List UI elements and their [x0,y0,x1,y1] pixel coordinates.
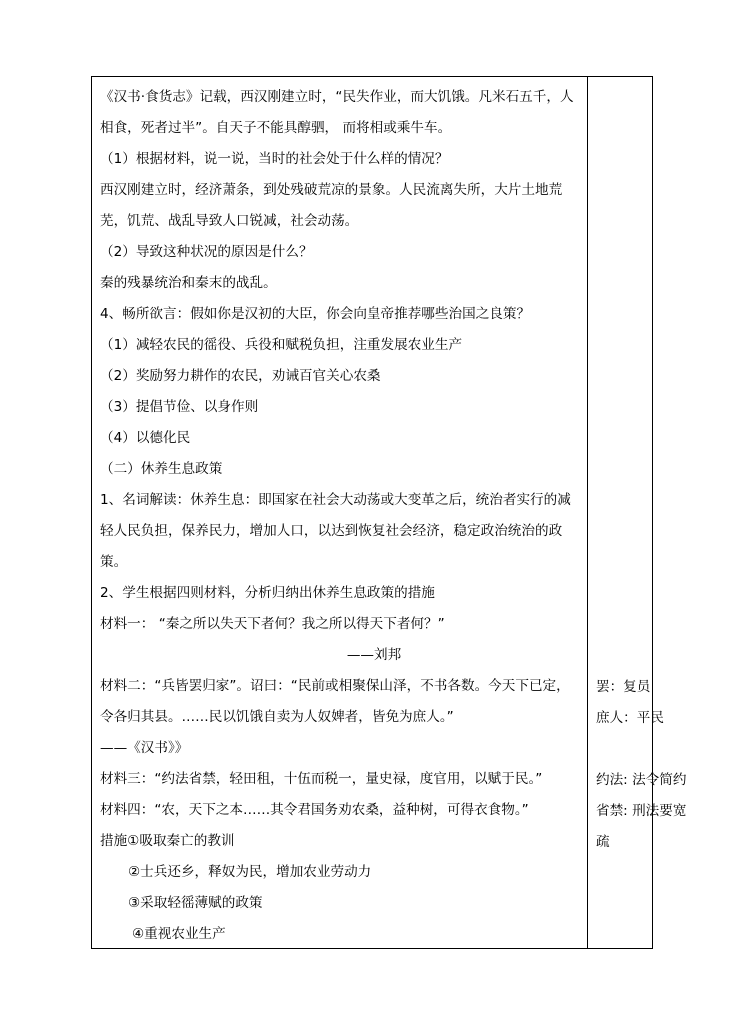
material-2-line: 材料二：“兵皆罢归家”。诏曰：“民前或相聚保山泽，不书各数。今天下已定， [100,678,570,694]
answer-1-line: 芜，饥荒、战乱导致人口锐减，社会动荡。 [100,213,359,229]
question-1: （1）根据材料，说一说，当时的社会处于什么样的情况？ [100,151,449,167]
note-shuren: 庶人：平民 [596,710,664,726]
policy-item: （1）减轻农民的徭役、兵役和赋税负担，注重发展农业生产 [100,337,463,353]
main-content-column [100,82,588,950]
answer-2: 秦的残暴统治和秦末的战乱。 [100,275,277,291]
measure-4: ④重视农业生产 [132,926,226,942]
material-2-line: 令各归其县。……民以饥饿自卖为人奴婢者，皆免为庶人。” [100,709,454,725]
answer-1-line: 西汉刚建立时，经济萧条，到处残破荒凉的景象。人民流离失所，大片土地荒 [100,182,563,198]
note-ba: 罢：复员 [596,679,651,695]
task-line: 2、学生根据四则材料，分析归纳出休养生息政策的措施 [100,585,435,601]
text-line: 《汉书·食货志》记载，西汉刚建立时，“民失作业，而大饥饿。凡米石五千，人 [100,89,574,105]
policy-item: （2）奖励努力耕作的农民，劝诫百官关心农桑 [100,368,381,384]
material-1: 材料一： “秦之所以失天下者何？我之所以得天下者何？” [100,616,445,632]
measure-1: 措施①吸取秦亡的教训 [100,833,235,849]
spacer [596,734,656,765]
material-4: 材料四：“农，天下之本……其令君国务劝农桑，益种树，可得衣食物。” [100,802,529,818]
attribution-liubang: ——刘邦 [346,647,402,663]
material-3: 材料三：“约法省禁，轻田租，十伍而税一，量史禄，度官用，以赋于民。” [100,771,543,787]
note-shengjin: 省禁: 刑法要宽 [596,803,687,819]
definition-line: 策。 [100,554,128,570]
prompt-4: 4、畅所欲言：假如你是汉初的大臣，你会向皇帝推荐哪些治国之良策？ [100,306,531,322]
measure-2: ②士兵还乡，释奴为民，增加农业劳动力 [128,864,372,880]
measure-3: ③采取轻徭薄赋的政策 [128,895,263,911]
definition-line: 轻人民负担，保养民力，增加人口，以达到恢复社会经济，稳定政治统治的政 [100,523,563,539]
note-yuefa: 约法: 法令简约 [596,772,687,788]
attribution-hanshu: ——《汉书》》 [100,740,189,756]
section-heading: （二）休养生息政策 [100,461,223,477]
policy-item: （3）提倡节俭、以身作则 [100,399,259,415]
text-line: 相食，死者过半”。自天子不能具醇驷， 而将相或乘牛车。 [100,120,452,136]
question-2: （2）导致这种状况的原因是什么？ [100,244,313,260]
definition-line: 1、名词解读：休养生息：即国家在社会大动荡或大变革之后，统治者实行的减 [100,492,571,508]
notes-column [596,672,687,858]
note-shengjin-cont: 疏 [596,834,610,850]
policy-item: （4）以德化民 [100,430,191,446]
